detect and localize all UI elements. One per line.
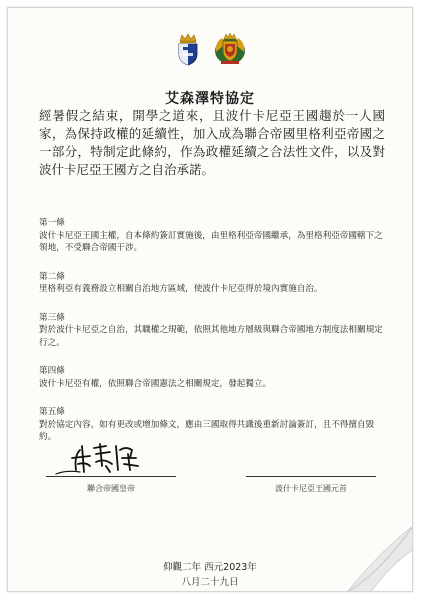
article-body: 對於協定內容，如有更改或增加條文，應由三國取得共識後重新討論簽訂，且不得擅自毀約。 (39, 419, 375, 442)
handwritten-signature (46, 436, 176, 476)
article-heading: 第二條 (39, 271, 65, 282)
article-3 (39, 312, 385, 350)
page-curl-icon (341, 520, 413, 592)
signature-label-left: 聯合帝國皇帝 (87, 484, 135, 493)
signature-line-right (246, 476, 376, 477)
date-line-day: 八月二十九日 (181, 577, 239, 588)
signature-line-left (46, 476, 176, 477)
articles-list (39, 217, 385, 460)
signature-label-right: 波什卡尼亞王國元首 (275, 484, 347, 493)
article-body: 里格利亞有義務設立相關自治地方區域，使波什卡尼亞得於境內實施自治。 (39, 284, 323, 294)
article-heading: 第三條 (39, 312, 65, 323)
article-body: 波什卡尼亞王國主權，自本條約簽訂實施後，由里格利亞帝國繼承，為里格利亞帝國轄下之領地，不受聯合帝國干涉。 (39, 230, 383, 253)
preamble-text: 經暑假之結束，開學之道來，且波什卡尼亞王國趨於一人國家，為保持政權的延續性，加入成為聯合帝國里格利亞帝國之一部分，特制定此條約，作為政權延續之合法性文件，以及對波什卡尼亞王國方之自治承諾。 (39, 108, 385, 177)
article-heading: 第四條 (39, 366, 65, 376)
document-page (7, 7, 413, 592)
article-4 (39, 365, 385, 390)
date-line-era: 仰觀二年 西元2023年 (163, 562, 257, 573)
article-body: 對於波什卡尼亞之自治，其職權之規範，依照其他地方層級與聯合帝國地方制度法相關規定行之。 (39, 325, 383, 348)
article-heading: 第五條 (39, 407, 65, 417)
article-body: 波什卡尼亞有權，依照聯合帝國憲法之相關規定，發起獨立。 (39, 378, 272, 389)
document-title: 艾森澤特協定 (165, 91, 255, 107)
signature-block-left (46, 436, 176, 494)
article-heading: 第一條 (39, 218, 65, 228)
signature-block-right (246, 436, 376, 494)
crowned-shield-icon (173, 32, 203, 66)
article-1 (39, 217, 385, 255)
signature-scribble-icon (46, 436, 166, 476)
lion-coat-of-arms-icon (213, 32, 247, 66)
emblem-row (8, 32, 412, 66)
article-2 (39, 271, 385, 296)
signature-section (8, 436, 412, 506)
